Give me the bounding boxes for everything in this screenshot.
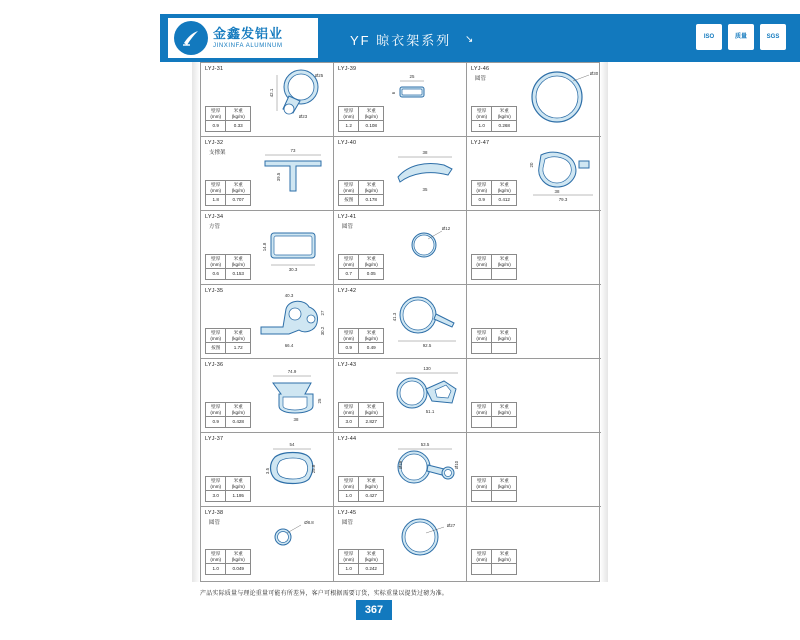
svg-text:Ø38: Ø38 — [398, 460, 403, 470]
spec-value-weight: 0.049 — [226, 564, 251, 575]
product-code: LYJ-40 — [338, 140, 357, 146]
svg-text:3.5: 3.5 — [265, 467, 270, 475]
spec-value-weight: 0.427 — [359, 491, 384, 502]
spec-header-thickness: 壁厚 (mm) — [472, 477, 492, 491]
spec-value-weight: 1.72 — [226, 343, 251, 354]
product-subtype: 支撑架 — [209, 150, 226, 156]
svg-text:30.2: 30.2 — [320, 326, 325, 336]
spec-header-thickness: 壁厚 (mm) — [472, 181, 492, 195]
product-cell-lyj-43[interactable] — [334, 359, 466, 433]
svg-text:25.8: 25.8 — [311, 464, 316, 474]
spec-value-thickness: 1.0 — [339, 564, 359, 575]
spec-header-weight: 米重 (kg/m) — [492, 181, 517, 195]
product-code: LYJ-41 — [338, 214, 357, 220]
profile-drawing — [253, 435, 331, 504]
product-cell-empty[interactable] — [467, 211, 601, 285]
spec-header-weight: 米重 (kg/m) — [226, 107, 251, 121]
product-code: LYJ-36 — [205, 362, 224, 368]
spec-header-weight: 米重 (kg/m) — [359, 403, 384, 417]
profile-drawing — [253, 65, 331, 134]
spec-header-weight: 米重 (kg/m) — [226, 181, 251, 195]
spec-table — [205, 476, 251, 502]
spec-value-thickness: 0.6 — [206, 269, 226, 280]
spec-value-thickness — [472, 343, 492, 354]
spec-table — [471, 106, 517, 132]
spec-header-weight: 米重 (kg/m) — [359, 477, 384, 491]
product-code: LYJ-43 — [338, 362, 357, 368]
profile-drawing — [519, 139, 599, 208]
svg-text:14.8: 14.8 — [262, 242, 267, 252]
spec-value-thickness: 1.0 — [472, 121, 492, 132]
spec-header-thickness: 壁厚 (mm) — [339, 477, 359, 491]
profile-drawing — [386, 139, 464, 208]
spec-value-weight — [492, 491, 517, 502]
spec-table — [205, 402, 251, 428]
spec-header-weight: 米重 (kg/m) — [359, 181, 384, 195]
svg-text:20: 20 — [529, 162, 534, 168]
spec-header-thickness: 壁厚 (mm) — [472, 550, 492, 564]
svg-text:6: 6 — [391, 91, 396, 95]
spec-header-weight: 米重 (kg/m) — [492, 550, 517, 564]
spec-table — [205, 549, 251, 575]
product-code: LYJ-45 — [338, 510, 357, 516]
profile-drawing — [519, 213, 599, 282]
product-subtype: 圆管 — [342, 520, 354, 526]
spec-header-weight: 米重 (kg/m) — [492, 107, 517, 121]
svg-text:38: 38 — [293, 417, 299, 422]
product-cell-lyj-38[interactable] — [201, 507, 333, 579]
spec-header-thickness: 壁厚 (mm) — [206, 107, 226, 121]
spec-header-weight: 米重 (kg/m) — [359, 329, 384, 343]
product-cell-lyj-45[interactable] — [334, 507, 466, 579]
svg-text:Ø27: Ø27 — [446, 523, 456, 528]
spec-header-thickness: 壁厚 (mm) — [339, 329, 359, 343]
spec-table — [338, 254, 384, 280]
spec-header-weight: 米重 (kg/m) — [359, 107, 384, 121]
svg-text:Ø8.8: Ø8.8 — [304, 520, 314, 525]
spec-table — [205, 106, 251, 132]
spec-value-weight: 0.707 — [226, 195, 251, 206]
svg-text:Ø10: Ø10 — [454, 460, 459, 470]
cert-quality-icon: 质量 — [728, 24, 754, 50]
product-cell-lyj-41[interactable] — [334, 211, 466, 285]
spec-header-thickness: 壁厚 (mm) — [339, 550, 359, 564]
svg-text:51.1: 51.1 — [425, 409, 435, 414]
svg-text:79.3: 79.3 — [558, 197, 568, 202]
spec-table — [338, 402, 384, 428]
product-cell-empty[interactable] — [467, 507, 601, 579]
spec-header-thickness: 壁厚 (mm) — [339, 181, 359, 195]
page-number: 367 — [356, 600, 392, 620]
svg-text:35: 35 — [422, 187, 428, 192]
spec-value-thickness: 0.7 — [339, 269, 359, 280]
product-subtype: 方管 — [209, 224, 221, 230]
svg-text:39.5: 39.5 — [276, 172, 281, 182]
spec-value-thickness: 1.0 — [206, 564, 226, 575]
spec-header-thickness: 壁厚 (mm) — [206, 477, 226, 491]
spec-table — [471, 254, 517, 280]
spec-header-thickness: 壁厚 (mm) — [206, 329, 226, 343]
spec-header-weight: 米重 (kg/m) — [226, 403, 251, 417]
profile-drawing — [253, 139, 331, 208]
spec-header-weight: 米重 (kg/m) — [359, 550, 384, 564]
spec-header-weight: 米重 (kg/m) — [492, 403, 517, 417]
svg-text:74.9: 74.9 — [287, 369, 297, 374]
product-table — [200, 62, 600, 582]
product-cell-empty[interactable] — [467, 359, 601, 433]
spec-value-weight: 0.153 — [226, 269, 251, 280]
product-cell-lyj-31[interactable] — [201, 63, 333, 137]
spec-table — [471, 180, 517, 206]
spec-table — [471, 476, 517, 502]
product-cell-lyj-34[interactable] — [201, 211, 333, 285]
spec-table — [338, 549, 384, 575]
certification-row — [696, 24, 786, 50]
spec-header-weight: 米重 (kg/m) — [226, 255, 251, 269]
profile-drawing — [386, 361, 464, 430]
product-code: LYJ-42 — [338, 288, 357, 294]
spec-value-thickness: 1.0 — [339, 491, 359, 502]
product-cell-empty[interactable] — [467, 285, 601, 359]
svg-text:Ø25: Ø25 — [314, 73, 324, 78]
svg-text:42.1: 42.1 — [269, 88, 274, 98]
spec-header-thickness: 壁厚 (mm) — [206, 255, 226, 269]
spec-table — [338, 180, 384, 206]
spec-value-weight — [492, 343, 517, 354]
spec-value-weight: 0.428 — [226, 417, 251, 428]
product-cell-lyj-44[interactable] — [334, 433, 466, 507]
logo-en: JINXINFA ALUMINUM — [213, 42, 283, 49]
product-cell-empty[interactable] — [467, 433, 601, 507]
svg-text:25: 25 — [409, 74, 415, 79]
svg-text:92.5: 92.5 — [422, 343, 432, 348]
product-subtype: 圆管 — [342, 224, 354, 230]
svg-text:38: 38 — [554, 189, 560, 194]
spec-value-thickness: 3.0 — [339, 417, 359, 428]
svg-text:Ø12: Ø12 — [441, 226, 451, 231]
profile-drawing — [386, 509, 464, 577]
profile-drawing — [386, 65, 464, 134]
cert-sgs-icon: SGS — [760, 24, 786, 50]
logo-mark-icon — [174, 21, 208, 55]
spec-value-thickness — [472, 417, 492, 428]
spec-value-weight — [492, 269, 517, 280]
product-cell-lyj-35[interactable] — [201, 285, 333, 359]
profile-drawing — [519, 361, 599, 430]
spec-table — [471, 549, 517, 575]
spec-table — [471, 328, 517, 354]
spec-header-thickness: 壁厚 (mm) — [339, 403, 359, 417]
product-code: LYJ-38 — [205, 510, 224, 516]
page-title: YF 晾衣架系列 — [350, 33, 452, 48]
product-code: LYJ-34 — [205, 214, 224, 220]
product-cell-lyj-32[interactable] — [201, 137, 333, 211]
spec-header-thickness: 壁厚 (mm) — [206, 181, 226, 195]
spec-table — [205, 254, 251, 280]
product-cell-lyj-47[interactable] — [467, 137, 601, 211]
product-cell-lyj-36[interactable] — [201, 359, 333, 433]
spec-header-thickness: 壁厚 (mm) — [472, 403, 492, 417]
spec-header-weight: 米重 (kg/m) — [226, 329, 251, 343]
spec-header-thickness: 壁厚 (mm) — [472, 255, 492, 269]
svg-text:53.5: 53.5 — [420, 442, 430, 447]
product-column-3 — [467, 63, 601, 581]
spec-value-thickness: 按图 — [339, 195, 359, 206]
cert-iso-icon: ISO — [696, 24, 722, 50]
company-logo — [168, 18, 318, 58]
spec-header-thickness: 壁厚 (mm) — [472, 329, 492, 343]
svg-text:54: 54 — [289, 442, 295, 447]
product-column-1 — [201, 63, 334, 581]
spec-header-thickness: 壁厚 (mm) — [472, 107, 492, 121]
spec-value-thickness: 0.9 — [472, 195, 492, 206]
page-shadow-left — [192, 62, 200, 582]
spec-table — [471, 402, 517, 428]
profile-drawing — [386, 435, 464, 504]
spec-header-weight: 米重 (kg/m) — [226, 477, 251, 491]
product-code: LYJ-32 — [205, 140, 224, 146]
spec-value-thickness: 1.8 — [206, 195, 226, 206]
spec-header-thickness: 壁厚 (mm) — [339, 255, 359, 269]
chevron-down-icon: ↘ — [465, 34, 474, 45]
spec-value-thickness — [472, 269, 492, 280]
spec-value-thickness: 0.9 — [339, 343, 359, 354]
spec-value-thickness — [472, 564, 492, 575]
product-code: LYJ-31 — [205, 66, 224, 72]
spec-table — [205, 180, 251, 206]
product-cell-lyj-42[interactable] — [334, 285, 466, 359]
product-cell-lyj-46[interactable] — [467, 63, 601, 137]
spec-value-weight — [492, 417, 517, 428]
profile-drawing — [253, 287, 331, 356]
spec-header-weight: 米重 (kg/m) — [226, 550, 251, 564]
logo-text — [213, 27, 283, 49]
svg-text:40.3: 40.3 — [284, 293, 294, 298]
profile-drawing — [519, 65, 599, 134]
product-subtype: 圆管 — [475, 76, 487, 82]
product-code: LYJ-39 — [338, 66, 357, 72]
product-subtype: 圆管 — [209, 520, 221, 526]
spec-table — [338, 328, 384, 354]
product-cell-lyj-40[interactable] — [334, 137, 466, 211]
svg-text:Ø30: Ø30 — [589, 71, 599, 76]
profile-drawing — [519, 435, 599, 504]
profile-drawing — [253, 509, 331, 577]
profile-drawing — [253, 361, 331, 430]
profile-drawing — [386, 287, 464, 356]
spec-table — [338, 476, 384, 502]
spec-value-thickness: 按图 — [206, 343, 226, 354]
spec-value-thickness: 0.9 — [206, 417, 226, 428]
profile-drawing — [253, 213, 331, 282]
profile-drawing — [386, 213, 464, 282]
product-code: LYJ-37 — [205, 436, 224, 442]
logo-cn: 金鑫发铝业 — [213, 26, 284, 42]
spec-value-weight: 0.412 — [492, 195, 517, 206]
svg-text:130: 130 — [423, 366, 431, 371]
product-column-2 — [334, 63, 467, 581]
spec-table — [338, 106, 384, 132]
svg-text:30.3: 30.3 — [288, 267, 298, 272]
spec-value-thickness: 1.2 — [339, 121, 359, 132]
spec-header-weight: 米重 (kg/m) — [492, 255, 517, 269]
spec-value-weight: 0.33 — [226, 121, 251, 132]
svg-text:73: 73 — [290, 148, 296, 153]
disclaimer-note: 产品实际质量与理论重量可能有所差异，客户可根据需要订货，实标重量以提货过磅为准。 — [200, 591, 449, 597]
spec-value-thickness — [472, 491, 492, 502]
profile-drawing — [519, 287, 599, 356]
spec-value-weight: 0.178 — [359, 195, 384, 206]
svg-text:25: 25 — [317, 398, 322, 404]
product-cell-lyj-39[interactable] — [334, 63, 466, 137]
spec-value-weight: 0.49 — [359, 343, 384, 354]
svg-text:27: 27 — [320, 310, 325, 316]
spec-header-thickness: 壁厚 (mm) — [206, 403, 226, 417]
svg-text:66.4: 66.4 — [284, 343, 294, 348]
spec-table — [205, 328, 251, 354]
product-code: LYJ-35 — [205, 288, 224, 294]
profile-drawing — [519, 509, 599, 577]
spec-value-weight: 1.195 — [226, 491, 251, 502]
product-cell-lyj-37[interactable] — [201, 433, 333, 507]
spec-value-weight: 0.242 — [359, 564, 384, 575]
spec-value-weight: 0.108 — [359, 121, 384, 132]
spec-header-thickness: 壁厚 (mm) — [339, 107, 359, 121]
spec-value-thickness: 0.9 — [206, 121, 226, 132]
spec-value-weight: 0.05 — [359, 269, 384, 280]
spec-header-weight: 米重 (kg/m) — [492, 477, 517, 491]
product-code: LYJ-46 — [471, 66, 490, 72]
spec-value-weight: 2.827 — [359, 417, 384, 428]
spec-header-weight: 米重 (kg/m) — [359, 255, 384, 269]
spec-value-weight — [492, 564, 517, 575]
spec-header-thickness: 壁厚 (mm) — [206, 550, 226, 564]
svg-text:Ø23: Ø23 — [298, 114, 308, 119]
spec-value-weight: 0.268 — [492, 121, 517, 132]
svg-text:41.3: 41.3 — [392, 312, 397, 322]
product-code: LYJ-44 — [338, 436, 357, 442]
spec-header-weight: 米重 (kg/m) — [492, 329, 517, 343]
spec-value-thickness: 3.0 — [206, 491, 226, 502]
svg-text:38: 38 — [422, 150, 428, 155]
product-code: LYJ-47 — [471, 140, 490, 146]
